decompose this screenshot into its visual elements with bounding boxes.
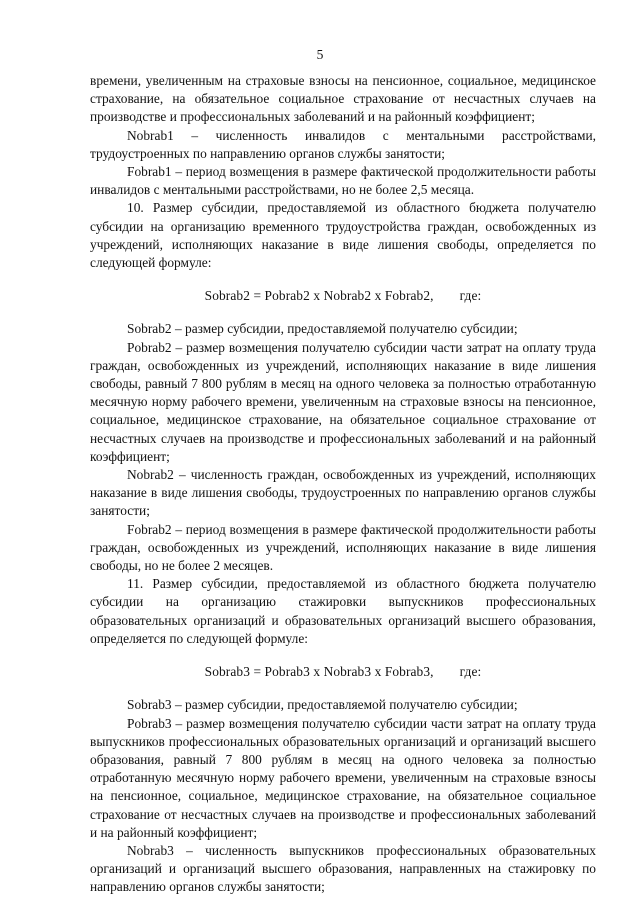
formula-expression: Sobrab2 = Pobrab2 x Nobrab2 x Fobrab2, <box>204 288 434 304</box>
paragraph-nobrab2: Nobrab2 – численность граждан, освобожденных из учреждений, исполняющих наказание в виде лишения свободы, трудоустроенных по направлению органов службы занятости; <box>90 467 596 519</box>
paragraph-item-10: 10. Размер субсидии, предоставляемой из областного бюджета получателю субсидии на организацию временного трудоустройства граждан, освобожденных из учреждений, исполняющих наказание в виде лишения свободы, определяется по следующей формуле: <box>90 200 596 271</box>
paragraph-pobrab3: Pobrab3 – размер возмещения получателю субсидии части затрат на оплату труда выпускников профессиональных образовательных организаций и организаций высшего образования, равный 7 800 рублям в месяц на одного человека за полностью отработанную месячную норму рабочего времени, увеличенным на страховые взносы на пенсионное, социальное, медицинское страхование, на обязательное социальное страхование от несчастных случаев на производстве и профессиональных заболеваний и на районный коэффициент; <box>90 715 596 840</box>
paragraph-fobrab2: Fobrab2 – период возмещения в размере фактической продолжительности работы граждан, освобожденных из учреждений, исполняющих наказание в виде лишения свободы, но не более 2 месяцев. <box>90 521 596 574</box>
formula-expression: Sobrab3 = Pobrab3 x Nobrab3 x Fobrab3, <box>204 664 434 680</box>
formula-where: где: <box>459 288 482 304</box>
formula-sobrab2 <box>90 287 596 305</box>
paragraph-pobrab2: Pobrab2 – размер возмещения получателю субсидии части затрат на оплату труда граждан, освобожденных из учреждений, исполняющих наказание в виде лишения свободы, равный 7 800 рублям в месяц на одного человека за полностью отработанную месячную норму рабочего времени, увеличенным на страховые взносы на пенсионное, социальное, медицинское страхование, на обязательное социальное страхование от несчастных случаев на производстве и профессиональных заболеваний и на районный коэффициент; <box>90 339 596 464</box>
formula-sobrab3 <box>90 663 596 681</box>
document-body <box>90 72 596 897</box>
paragraph-sobrab3: Sobrab3 – размер субсидии, предоставляемой получателю субсидии; <box>127 697 518 713</box>
formula-where: где: <box>459 664 482 680</box>
paragraph-sobrab2: Sobrab2 – размер субсидии, предоставляемой получателю субсидии; <box>127 321 518 337</box>
page-number: 5 <box>316 47 324 62</box>
paragraph-continuation: времени, увеличенным на страховые взносы на пенсионное, социальное, медицинское страхование, на обязательное социальное страхование от несчастных случаев на производстве и профессиональных заболеваний и на районный коэффициент; <box>90 73 596 125</box>
paragraph-nobrab1: Nobrab1 – численность инвалидов с ментальными расстройствами, трудоустроенных по направлению органов службы занятости; <box>90 127 596 161</box>
paragraph-item-11: 11. Размер субсидии, предоставляемой из областного бюджета получателю субсидии на организацию стажировки выпускников профессиональных образовательных организаций и образовательных организаций высшего образования, определяется по следующей формуле: <box>90 576 596 646</box>
paragraph-fobrab1: Fobrab1 – период возмещения в размере фактической продолжительности работы инвалидов с ментальными расстройствами, но не более 2,5 месяца. <box>90 164 596 198</box>
paragraph-nobrab3: Nobrab3 – численность выпускников профессиональных образовательных организаций и организаций высшего образования, направленных на стажировку по направлению органов службы занятости; <box>90 842 596 895</box>
